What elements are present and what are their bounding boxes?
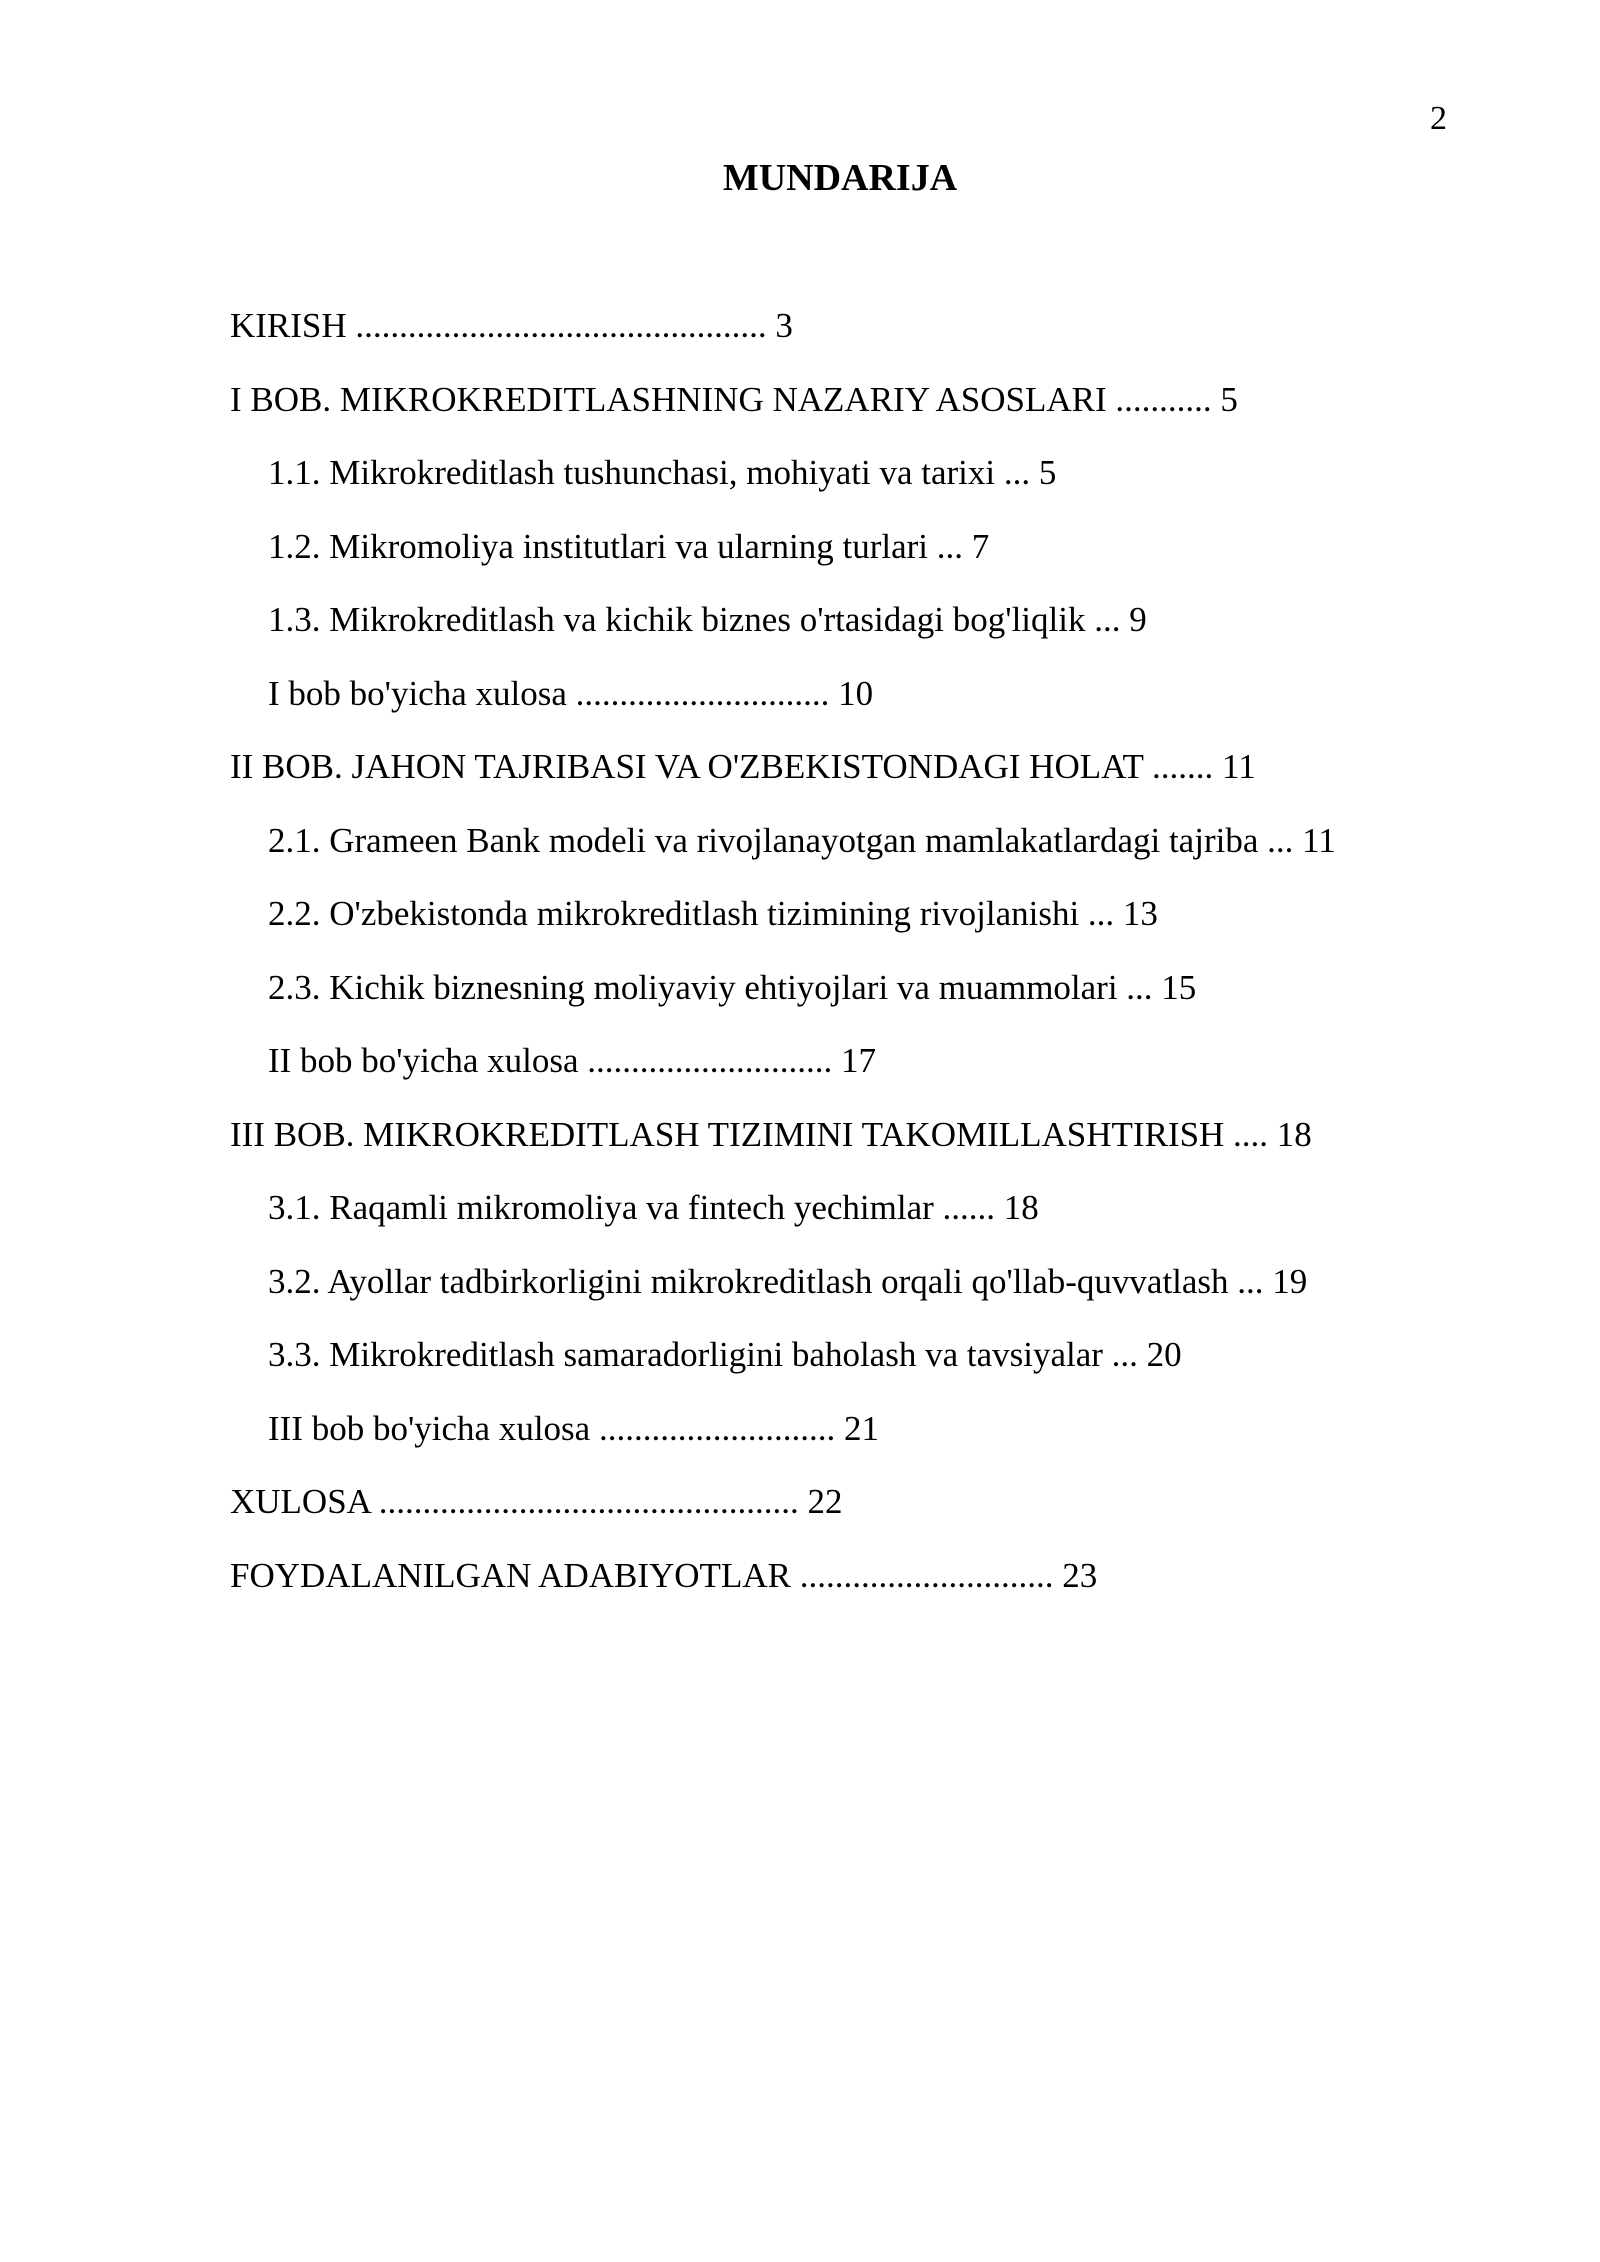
toc-entry-section-3-1: 3.1. Raqamli mikromoliya va fintech yechimlar ...... 18	[268, 1188, 1039, 1227]
table-of-contents	[230, 300, 1480, 1623]
toc-entry-section-1-1: 1.1. Mikrokreditlash tushunchasi, mohiyati va tarixi ... 5	[268, 453, 1057, 492]
toc-entry-section-2-3: 2.3. Kichik biznesning moliyaviy ehtiyojlari va muammolari ... 15	[268, 967, 1197, 1007]
toc-entry-section-2-2: 2.2. O'zbekistonda mikrokreditlash tizimining rivojlanishi ... 13	[268, 894, 1158, 933]
toc-entry-xulosa: XULOSA ................................................ 22	[230, 1482, 843, 1521]
toc-entry-chapter-3-conclusion: III bob bo'yicha xulosa ........................... 21	[268, 1408, 879, 1448]
toc-entry-chapter-2-conclusion: II bob bo'yicha xulosa ............................ 17	[268, 1041, 877, 1080]
toc-entry-section-3-2: 3.2. Ayollar tadbirkorligini mikrokreditlash orqali qo'llab-quvvatlash ... 19	[268, 1261, 1308, 1301]
page-title: MUNDARIJA	[722, 157, 958, 199]
toc-entry-section-2-1: 2.1. Grameen Bank modeli va rivojlanayotgan mamlakatlardagi tajriba ... 11	[268, 820, 1336, 860]
toc-entry-section-1-2: 1.2. Mikromoliya institutlari va ularning turlari ... 7	[268, 526, 990, 566]
toc-entry-chapter-1: I BOB. MIKROKREDITLASHNING NAZARIY ASOSLARI ........... 5	[230, 379, 1238, 419]
toc-entry-chapter-3: III BOB. MIKROKREDITLASH TIZIMINI TAKOMILLASHTIRISH .... 18	[230, 1114, 1312, 1154]
toc-entry-references: FOYDALANILGAN ADABIYOTLAR ............................. 23	[230, 1555, 1098, 1595]
toc-entry-chapter-1-conclusion: I bob bo'yicha xulosa ............................. 10	[268, 673, 874, 713]
toc-entry-kirish: KIRISH ............................................... 3	[230, 306, 793, 345]
toc-entry-chapter-2: II BOB. JAHON TAJRIBASI VA O'ZBEKISTONDAGI HOLAT ....... 11	[230, 747, 1256, 786]
page-number: 2	[1430, 100, 1447, 137]
toc-entry-section-1-3: 1.3. Mikrokreditlash va kichik biznes o'rtasidagi bog'liqlik ... 9	[268, 600, 1147, 639]
toc-entry-section-3-3: 3.3. Mikrokreditlash samaradorligini baholash va tavsiyalar ... 20	[268, 1335, 1182, 1374]
